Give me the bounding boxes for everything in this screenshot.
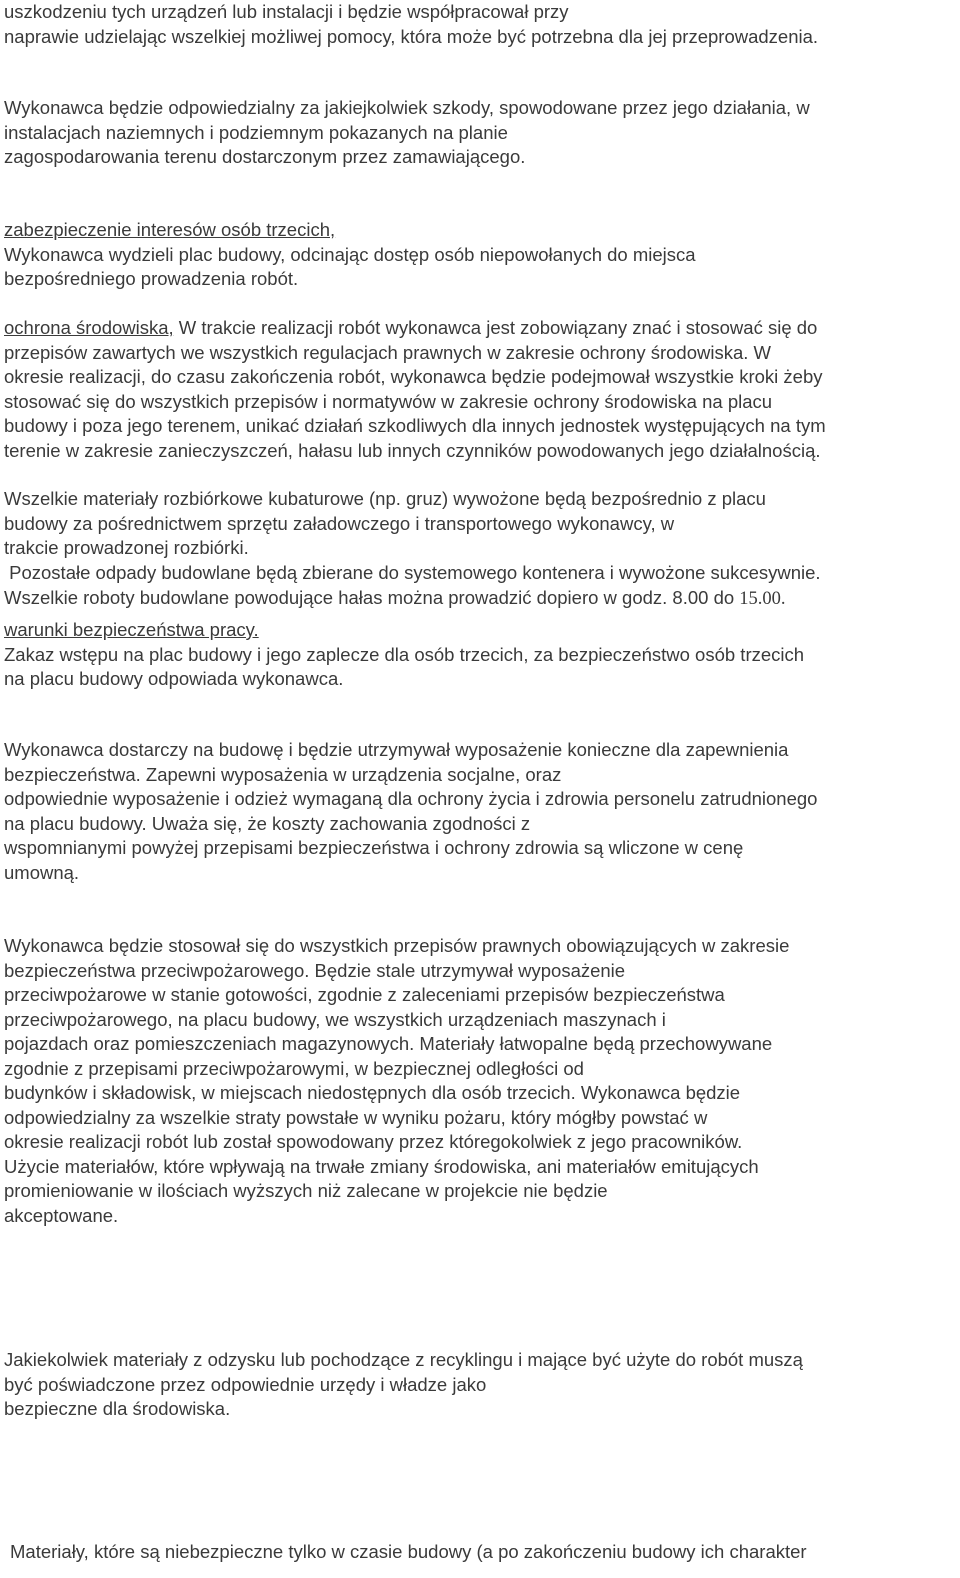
text-line: Materiały, które są niebezpieczne tylko w czasie budowy (a po zakończeniu budowy ich charakter: [10, 1541, 807, 1562]
paragraph-recycled-materials: [4, 1348, 956, 1422]
text-line: Wykonawca będzie odpowiedzialny za jakiejkolwiek szkody, spowodowane przez jego działania, w: [4, 97, 810, 118]
text-line: Pozostałe odpady budowlane będą zbierane do systemowego kontenera i wywożone sukcesywnie.: [4, 561, 821, 583]
text-line: odpowiednie wyposażenie i odzież wymaganą dla ochrony życia i zdrowia personelu zatrudnionego: [4, 788, 818, 809]
text-line: przepisów zawartych we wszystkich regulacjach prawnych w zakresie ochrony środowiska. W: [4, 341, 772, 363]
section-heading: zabezpieczenie interesów osób trzecich,: [4, 219, 336, 240]
text-line: budowy za pośrednictwem sprzętu załadowczego i transportowego wykonawcy, w: [4, 512, 675, 534]
paragraph-safety-equipment: [4, 738, 956, 885]
section-heading: ochrona środowiska,: [4, 317, 174, 338]
paragraph-fire-safety: [4, 934, 956, 1228]
text-line: Wszelkie materiały rozbiórkowe kubaturowe (np. gruz) wywożone będą bezpośrednio z placu: [4, 488, 766, 509]
text-line: bezpieczeństwa przeciwpożarowego. Będzie stale utrzymywał wyposażenie: [4, 959, 626, 981]
text-line: naprawie udzielając wszelkiej możliwej pomocy, która może być potrzebna dla jej przeprowadzenia.: [4, 25, 819, 47]
text-run: 15.00.: [739, 589, 786, 609]
text-line: promieniowanie w ilościach wyższych niż zalecane w projekcie nie będzie: [4, 1180, 608, 1201]
text-line: wspomnianymi powyżej przepisami bezpieczeństwa i ochrony zdrowia są wliczone w cenę: [4, 837, 744, 858]
text-line: bezpieczne dla środowiska.: [4, 1398, 231, 1419]
text-line: być poświadczone przez odpowiednie urzędy i władze jako: [4, 1373, 487, 1395]
text-line: Użycie materiałów, które wpływają na trwałe zmiany środowiska, ani materiałów emitujących: [4, 1155, 759, 1177]
text-line: budynków i składowisk, w miejscach niedostępnych dla osób trzecich. Wykonawca będzie: [4, 1082, 741, 1103]
section-environmental-protection: [4, 316, 956, 463]
text-line: zagospodarowania terenu dostarczonym przez zamawiającego.: [4, 146, 526, 167]
text-line: terenie w zakresie zanieczyszczeń, hałasu lub innych czynników powodowanych jego działalnością.: [4, 439, 821, 461]
text-line: zgodnie z przepisami przeciwpożarowymi, w bezpiecznej odległości od: [4, 1057, 584, 1079]
section-third-party-protection: [4, 218, 956, 292]
text-line: stosować się do wszystkich przepisów i normatywów w zakresie ochrony środowiska na placu: [4, 390, 773, 412]
text-line: instalacjach naziemnych i podziemnym pokazanych na planie: [4, 121, 508, 143]
text-line: pojazdach oraz pomieszczeniach magazynowych. Materiały łatwopalne będą przechowywane: [4, 1033, 773, 1054]
text-line: uszkodzeniu tych urządzeń lub instalacji i będzie współpracował przy: [4, 1, 569, 22]
text-run: W trakcie realizacji robót wykonawca jest zobowiązany znać i stosować się do: [173, 317, 818, 338]
text-line: Zakaz wstępu na plac budowy i jego zaplecze dla osób trzecich, za bezpieczeństwo osób trzecich: [4, 643, 805, 665]
text-line: na placu budowy. Uważa się, że koszty zachowania zgodności z: [4, 812, 531, 834]
text-run: Wszelkie roboty budowlane powodujące hałas można prowadzić dopiero w godz. 8.00 do: [4, 587, 740, 608]
text-line: odpowiedzialny za wszelkie straty powstałe w wyniku pożaru, który mógłby powstać w: [4, 1106, 708, 1128]
text-line: [4, 586, 956, 612]
paragraph-hazardous-materials: [10, 1540, 956, 1565]
text-line: [4, 316, 956, 341]
text-line: Wykonawca dostarczy na budowę i będzie utrzymywał wyposażenie konieczne dla zapewnienia: [4, 739, 789, 760]
text-line: okresie realizacji, do czasu zakończenia robót, wykonawca będzie podejmował wszystkie kroki żeby: [4, 366, 823, 387]
text-line: akceptowane.: [4, 1204, 119, 1226]
paragraph-demolition-materials: [4, 487, 956, 612]
section-work-safety: [4, 618, 956, 692]
text-line: trakcie prowadzonej rozbiórki.: [4, 537, 249, 558]
section-heading: warunki bezpieczeństwa pracy.: [4, 619, 259, 640]
text-line: Wykonawca będzie stosował się do wszystkich przepisów prawnych obowiązujących w zakresie: [4, 935, 790, 956]
text-line: przeciwpożarowe w stanie gotowości, zgodnie z zaleceniami przepisów bezpieczeństwa: [4, 984, 725, 1005]
text-line: Jakiekolwiek materiały z odzysku lub pochodzące z recyklingu i mające być użyte do robót muszą: [4, 1349, 803, 1370]
text-line: na placu budowy odpowiada wykonawca.: [4, 668, 344, 689]
text-line: Wykonawca wydzieli plac budowy, odcinając dostęp osób niepowołanych do miejsca: [4, 243, 696, 265]
text-line: bezpieczeństwa. Zapewni wyposażenia w urządzenia socjalne, oraz: [4, 763, 562, 785]
text-line: okresie realizacji robót lub został spowodowany przez któregokolwiek z jego pracowników.: [4, 1131, 743, 1152]
paragraph-contractor-liability: [4, 96, 956, 170]
text-line: budowy i poza jego terenem, unikać działań szkodliwych dla innych jednostek występujących na tym: [4, 415, 826, 436]
paragraph-damage-repair: [4, 0, 956, 49]
text-line: umowną.: [4, 861, 80, 883]
text-line: bezpośredniego prowadzenia robót.: [4, 268, 299, 289]
text-line: przeciwpożarowego, na placu budowy, we wszystkich urządzeniach maszynach i: [4, 1008, 666, 1030]
